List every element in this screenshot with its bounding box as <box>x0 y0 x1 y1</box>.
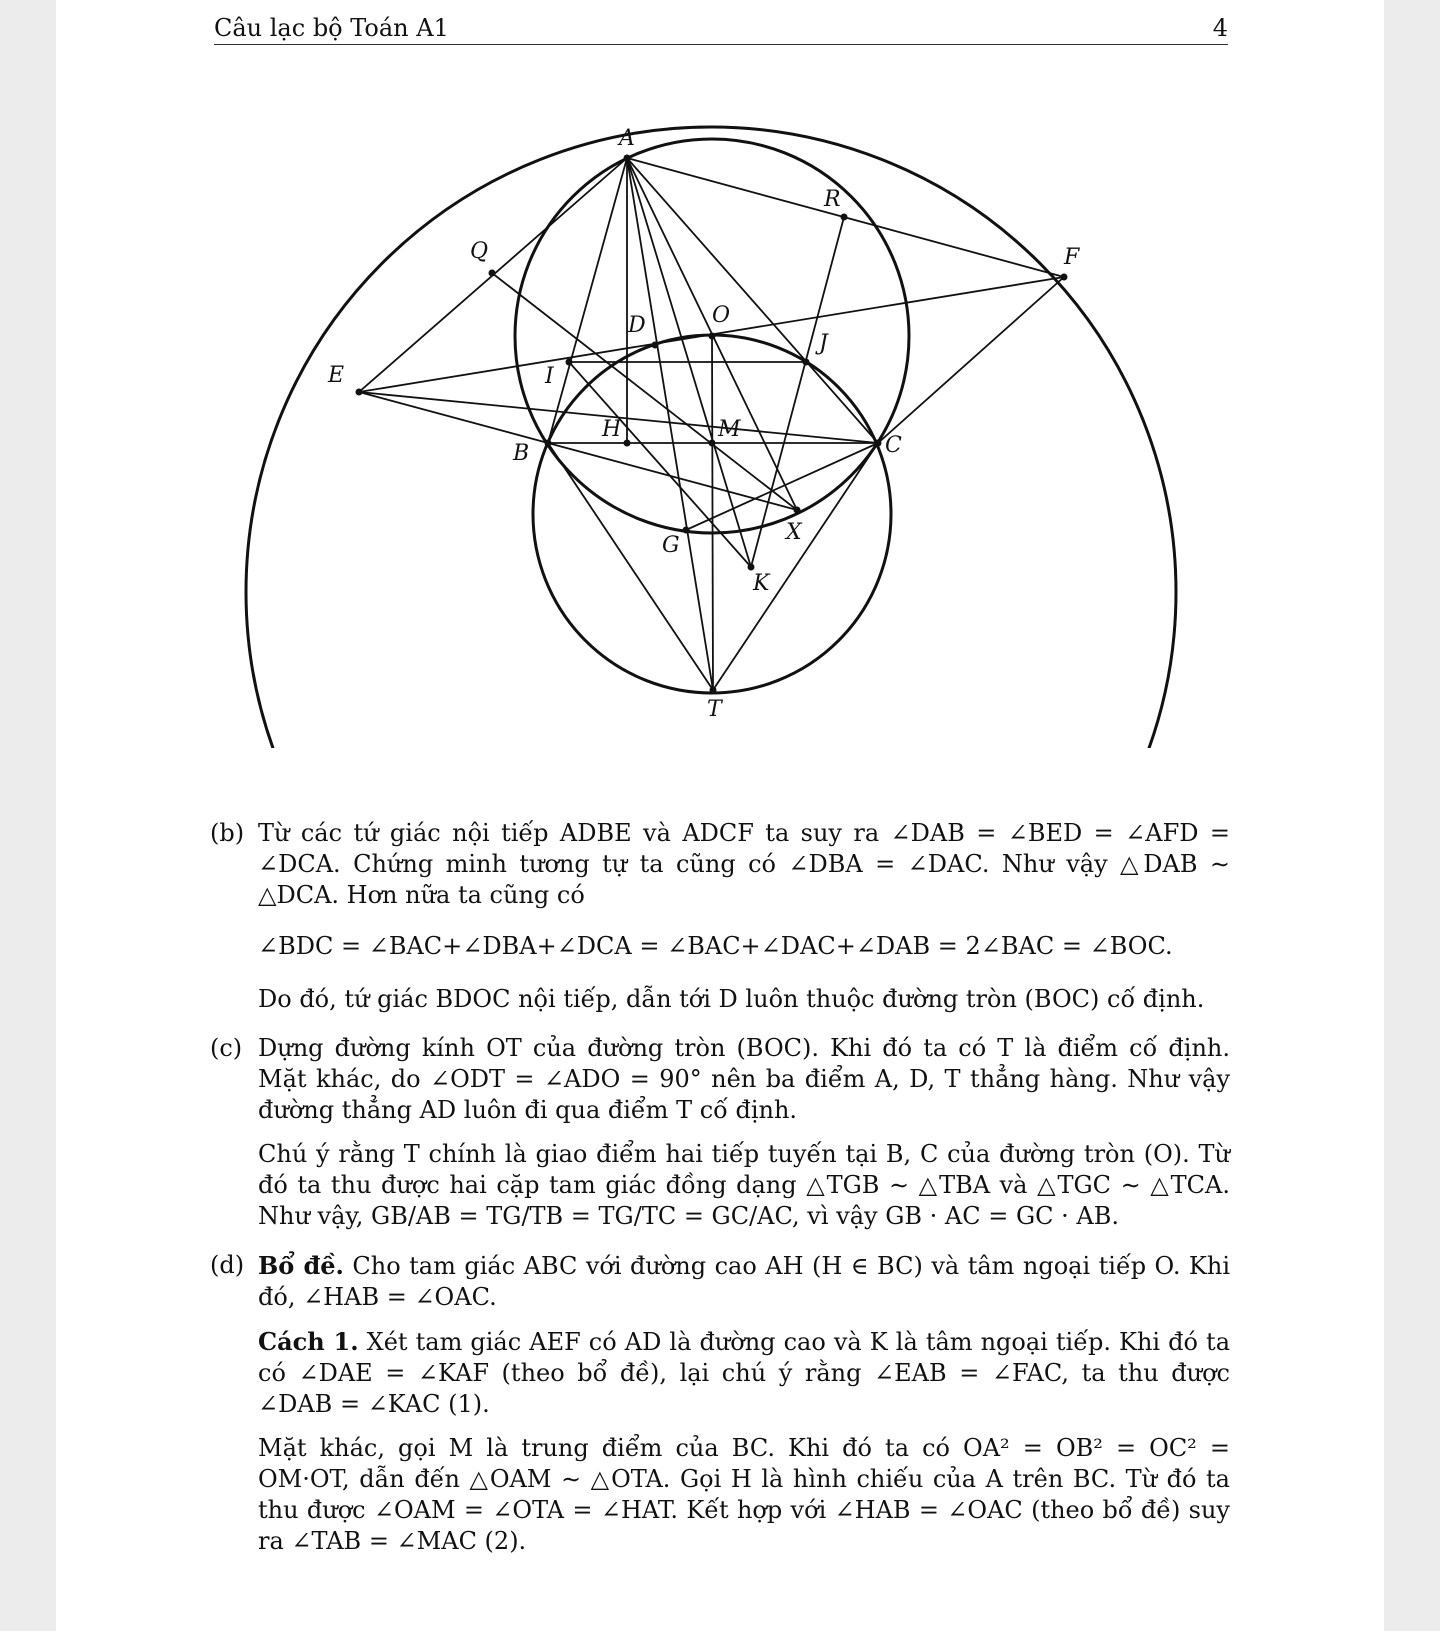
paragraph: Chú ý rằng T chính là giao điểm hai tiếp tuyến tại B, C của đường tròn (O). Từ đó ta thu được hai cặp tam giác đồng dạng △TGB ∼ △TBA và △TGC ∼ △TCA. Như vậy, GB/AB = TG/TB = TG/TC = GC/AC, vì vậy GB · AC = GC · AB. <box>258 1140 1230 1230</box>
header-title: Câu lạc bộ Toán A1 <box>214 14 449 42</box>
point-f <box>1061 274 1068 281</box>
label-g: G <box>662 533 680 558</box>
label-m: M <box>718 417 741 442</box>
point-h <box>624 440 631 447</box>
page <box>56 0 1384 1631</box>
line-ot <box>712 336 713 690</box>
paragraph: Dựng đường kính OT của đường tròn (BOC). Khi đó ta có T là điểm cố định. Mặt khác, do ∠ODT = ∠ADO = 90° nên ba điểm A, D, T thẳng hàng. Như vậy đường thẳng AD luôn đi qua điểm T cố định. <box>258 1034 1230 1124</box>
line-at <box>627 158 713 690</box>
paragraph: Mặt khác, gọi M là trung điểm của BC. Khi đó ta có OA² = OB² = OC² = OM·OT, dẫn đến △OAM ∼ △OTA. Gọi H là hình chiếu của A trên BC. Từ đó ta thu được ∠OAM = ∠OTA = ∠HAT. Kết hợp với ∠HAB = ∠OAC (theo bổ đề) suy ra ∠TAB = ∠MAC (2). <box>258 1434 1230 1555</box>
item-b <box>210 818 1230 1015</box>
label-k: K <box>753 571 770 596</box>
solution-text <box>210 818 1230 1575</box>
label-j: J <box>819 331 828 356</box>
label-e: E <box>328 363 345 388</box>
label-q: Q <box>470 239 489 264</box>
point-a <box>624 155 631 162</box>
point-t <box>710 687 717 694</box>
method-heading: Cách 1. <box>258 1327 359 1356</box>
paragraph: Từ các tứ giác nội tiếp ADBE và ADCF ta suy ra ∠DAB = ∠BED = ∠AFD = ∠DCA. Chứng minh tương tự ta cũng có ∠DBA = ∠DAC. Như vậy △DAB ∼ △DCA. Hơn nữa ta cũng có <box>258 819 1230 909</box>
paragraph <box>258 1250 1230 1313</box>
label-o: O <box>712 303 731 328</box>
point-r <box>841 214 848 221</box>
paragraph: Do đó, tứ giác BDOC nội tiếp, dẫn tới D luôn thuộc đường tròn (BOC) cố định. <box>258 985 1205 1013</box>
line-eb <box>359 392 548 443</box>
label-t: T <box>707 697 722 722</box>
label-c: C <box>885 433 902 458</box>
label-a: A <box>619 126 635 151</box>
point-c <box>875 440 882 447</box>
display-equation: ∠BDC = ∠BAC+∠DBA+∠DCA = ∠BAC+∠DAC+∠DAB = 2∠BAC = ∠BOC. <box>258 932 1173 960</box>
label-b: B <box>513 441 530 466</box>
item-c <box>210 1033 1230 1232</box>
point-e <box>356 389 363 396</box>
label-f: F <box>1064 245 1080 270</box>
point-m <box>709 440 716 447</box>
line-ik <box>569 362 751 567</box>
point-q <box>489 270 496 277</box>
method-text: Xét tam giác AEF có AD là đường cao và K là tâm ngoại tiếp. Khi đó ta có ∠DAE = ∠KAF (theo bổ đề), lại chú ý rằng ∠EAB = ∠FAC, ta thu được ∠DAB = ∠KAC (1). <box>258 1328 1230 1418</box>
point-o <box>709 333 716 340</box>
item-tag: (b) <box>210 819 245 847</box>
point-d <box>652 342 659 349</box>
label-i: I <box>545 364 554 389</box>
item-tag: (c) <box>210 1034 243 1062</box>
lemma-heading: Bổ đề. <box>258 1251 344 1280</box>
point-j <box>803 359 810 366</box>
paragraph <box>258 1326 1230 1420</box>
point-i <box>566 359 573 366</box>
lemma-text: Cho tam giác ABC với đường cao AH (H ∈ BC) và tâm ngoại tiếp O. Khi đó, ∠HAB = ∠OAC. <box>258 1252 1230 1311</box>
item-d <box>210 1250 1230 1557</box>
label-x: X <box>786 520 802 545</box>
label-h: H <box>602 417 622 442</box>
geometry-figure <box>56 0 1384 790</box>
point-k <box>748 564 755 571</box>
label-d: D <box>628 313 646 338</box>
point-g <box>683 527 690 534</box>
item-tag: (d) <box>210 1251 245 1279</box>
line-ab <box>548 158 627 443</box>
label-r: R <box>824 187 841 212</box>
point-x <box>794 507 801 514</box>
point-b <box>545 440 552 447</box>
page-number: 4 <box>1212 14 1228 42</box>
